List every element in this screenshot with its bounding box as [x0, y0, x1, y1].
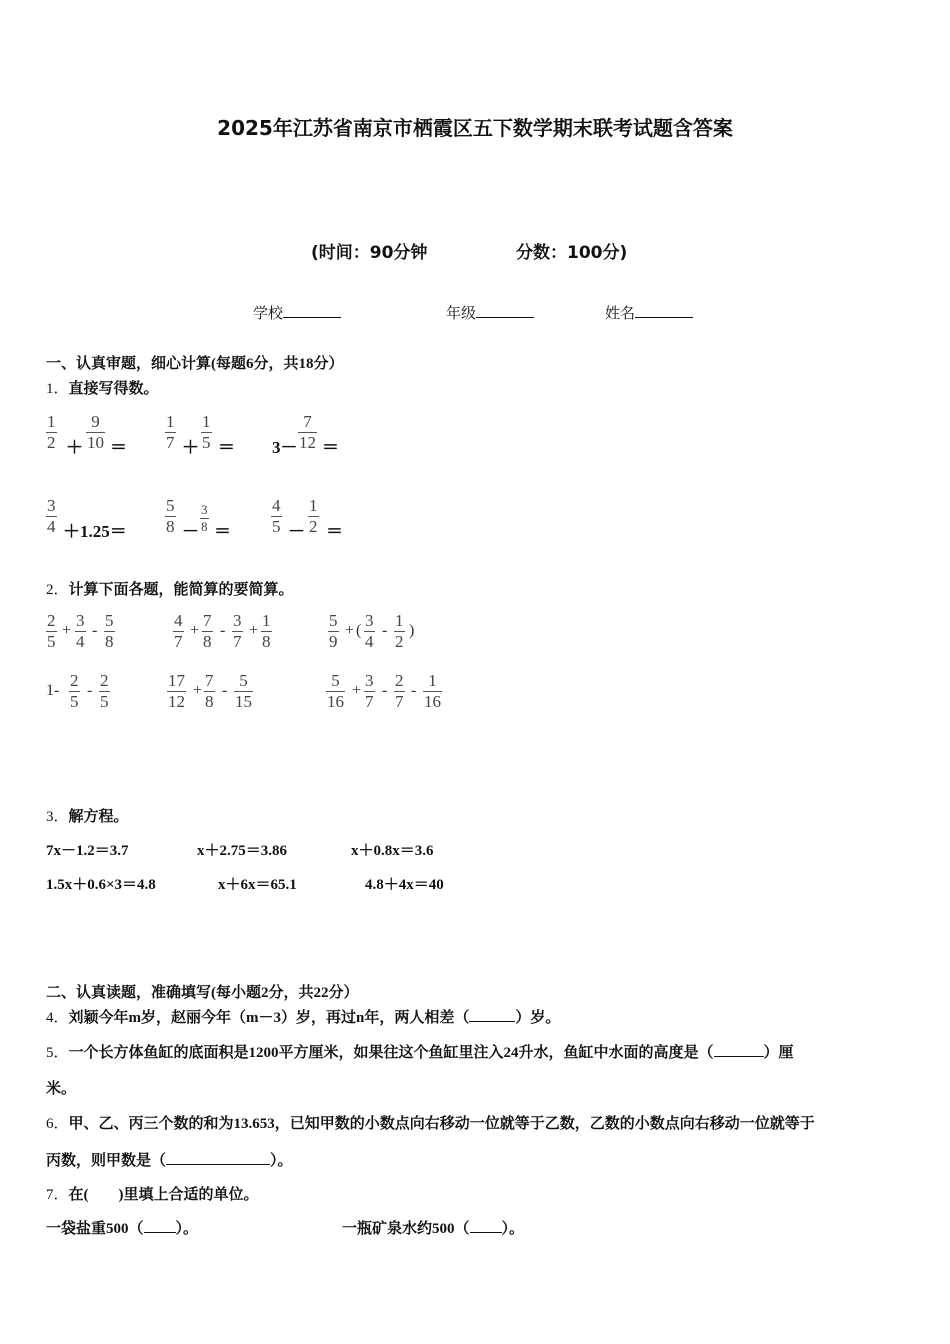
question-6: 6．甲、乙、丙三个数的和为13.653，已知甲数的小数点向右移动一位就等于乙数，乙数的小数点向右移动一位就等于 [46, 1116, 815, 1132]
question-7-item: 一瓶矿泉水约500（ ）。 [342, 1221, 525, 1237]
fraction: $\frac{1}{2}$ [47, 412, 56, 452]
minus-sign: - [92, 622, 98, 639]
fraction: $\frac{3}{4}$ [47, 496, 56, 536]
equals: ＝ [110, 438, 127, 457]
equals: ＝ [322, 438, 339, 457]
time-label: (时间：90分钟 [311, 243, 428, 263]
plus-sign: + [249, 622, 259, 639]
page-title: 2025年江苏省南京市栖霞区五下数学期末联考试题含答案 [217, 116, 733, 140]
fraction: $\frac{4}{7}$ [174, 611, 183, 651]
fraction: $\frac{2}{7}$ [395, 671, 404, 711]
minus-sign: - [222, 682, 228, 699]
question-6-cont: 丙数，则甲数是（ ）。 [46, 1153, 293, 1169]
fraction: $\frac{3}{4}$ [365, 611, 374, 651]
school-label: 学校 [253, 304, 284, 322]
expr-suffix: ＋1.25＝ [63, 522, 127, 541]
fraction: $\frac{1}{2}$ [395, 611, 404, 651]
fraction: $\frac{1}{5}$ [202, 412, 211, 452]
plus-sign: + [190, 622, 200, 639]
equals: ＝ [218, 438, 235, 457]
operator: ＋ [182, 438, 199, 457]
equation: x＋2.75＝3.86 [197, 843, 288, 859]
fraction: $\frac{7}{8}$ [205, 671, 214, 711]
fraction: $\frac{3}{8}$ [201, 502, 208, 534]
section1-heading: 一、认真审题，细心计算(每题6分，共18分） [46, 356, 344, 372]
plus-sign: + [62, 622, 72, 639]
fraction: $\frac{1}{7}$ [166, 412, 175, 452]
question-2: 2．计算下面各题，能简算的要简算。 [46, 582, 294, 598]
minus-sign: - [382, 622, 388, 639]
operator: － [182, 522, 199, 541]
score-label: 分数：100分) [516, 243, 628, 263]
grade-field[interactable] [446, 302, 534, 323]
answer-blank[interactable] [470, 1219, 502, 1233]
fraction: $\frac{5}{8}$ [166, 496, 175, 536]
question-1: 1．直接写得数。 [46, 381, 159, 397]
section2-heading: 二、认真读题，准确填写(每小题2分，共22分） [46, 985, 359, 1001]
fraction: $\frac{3}{7}$ [233, 611, 242, 651]
fraction: $\frac{2}{5}$ [70, 671, 79, 711]
fraction: $\frac{9}{10}$ [87, 412, 104, 452]
one-minus: 1- [46, 682, 60, 699]
fraction: $\frac{7}{8}$ [203, 611, 212, 651]
plus-sign: + [193, 682, 203, 699]
answer-blank[interactable] [714, 1043, 764, 1057]
equation: x＋6x＝65.1 [218, 877, 297, 893]
fraction: $\frac{7}{12}$ [299, 412, 316, 452]
expr-prefix: 3－ [272, 438, 298, 457]
fraction: $\frac{5}{15}$ [235, 671, 252, 711]
fraction: $\frac{4}{5}$ [272, 496, 281, 536]
equals: ＝ [326, 522, 343, 541]
name-field[interactable] [605, 302, 693, 323]
grade-label: 年级 [446, 304, 477, 322]
plus-sign: + [352, 682, 362, 699]
fraction: $\frac{5}{16}$ [327, 671, 344, 711]
equals: ＝ [214, 522, 231, 541]
fraction: $\frac{1}{16}$ [424, 671, 441, 711]
minus-sign: - [220, 622, 226, 639]
question-7: 7．在( )里填上合适的单位。 [46, 1187, 259, 1203]
minus-sign: - [87, 682, 93, 699]
fraction: $\frac{1}{2}$ [309, 496, 318, 536]
fraction: $\frac{2}{5}$ [47, 611, 56, 651]
school-field[interactable] [253, 302, 341, 323]
name-label: 姓名 [605, 304, 636, 322]
answer-blank[interactable] [144, 1219, 176, 1233]
operator: － [288, 522, 305, 541]
fraction: $\frac{3}{7}$ [365, 671, 374, 711]
equation: 1.5x＋0.6×3＝4.8 [46, 877, 156, 893]
equation: 7x－1.2＝3.7 [46, 843, 129, 859]
fraction: $\frac{2}{5}$ [100, 671, 109, 711]
answer-blank[interactable] [469, 1008, 515, 1022]
fraction: $\frac{17}{12}$ [168, 671, 185, 711]
fraction: $\frac{5}{9}$ [329, 611, 338, 651]
fraction: $\frac{5}{8}$ [105, 611, 114, 651]
right-paren: ) [409, 622, 415, 639]
question-5-cont: 米。 [46, 1081, 77, 1097]
plus-sign: + [345, 622, 355, 639]
left-paren: ( [356, 622, 362, 639]
question-3: 3．解方程。 [46, 809, 129, 825]
equation: 4.8＋4x＝40 [365, 877, 444, 893]
operator: ＋ [66, 438, 83, 457]
question-7-item: 一袋盐重500（ ）。 [46, 1221, 199, 1237]
equation: x＋0.8x＝3.6 [351, 843, 434, 859]
answer-blank[interactable] [166, 1151, 270, 1165]
fraction: $\frac{3}{4}$ [76, 611, 85, 651]
question-5: 5．一个长方体鱼缸的底面积是1200平方厘米，如果往这个鱼缸里注入24升水，鱼缸中水面的高度是（ ）厘 [46, 1045, 794, 1061]
minus-sign: - [382, 682, 388, 699]
minus-sign: - [411, 682, 417, 699]
fraction: $\frac{1}{8}$ [262, 611, 271, 651]
question-4: 4．刘颖今年m岁，赵丽今年（m－3）岁，再过n年，两人相差（ ）岁。 [46, 1010, 561, 1026]
